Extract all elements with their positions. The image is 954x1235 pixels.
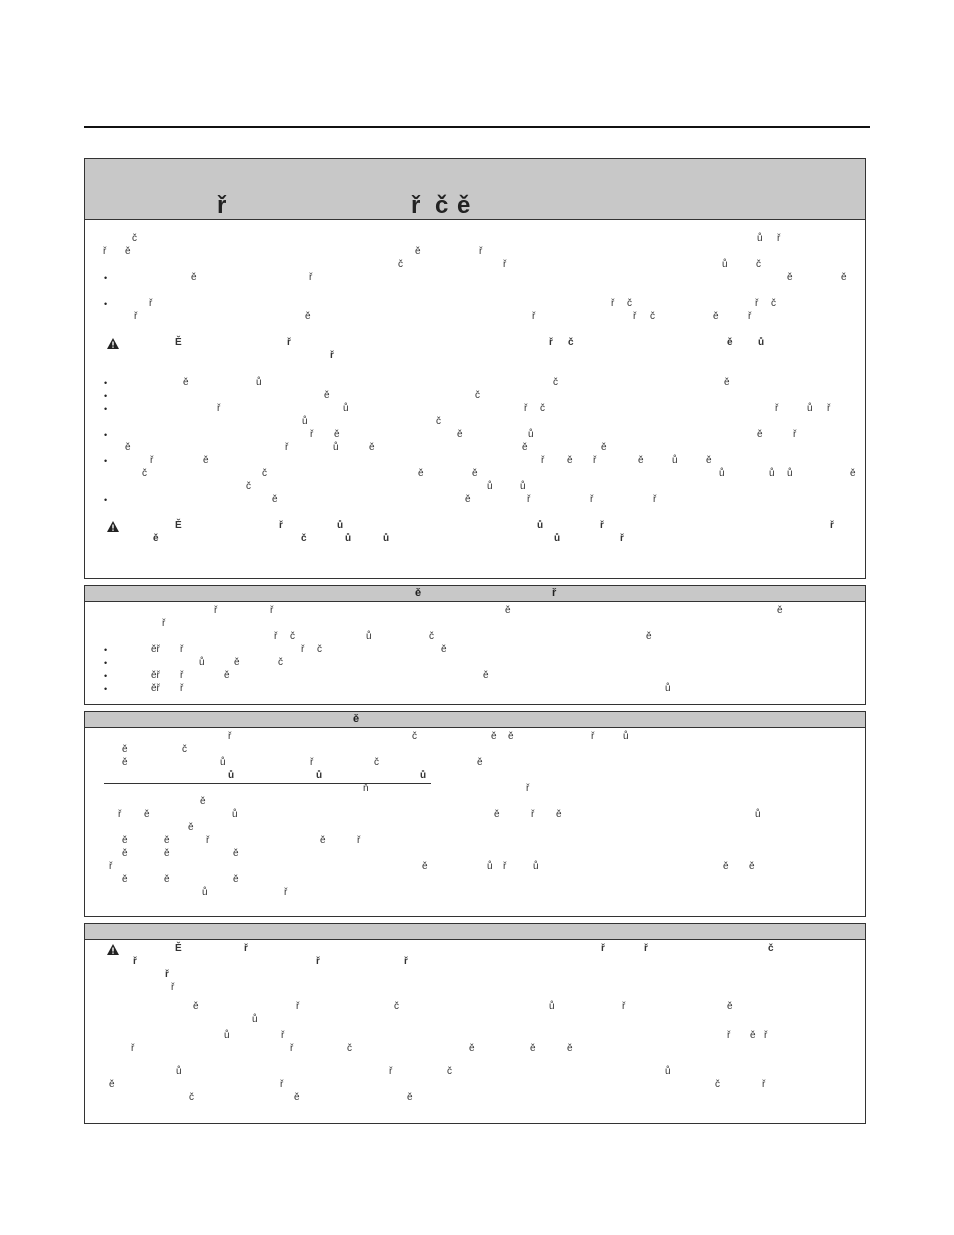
text-glyph: ě [320,835,326,846]
text-glyph: č [447,1066,452,1077]
text-glyph: ě [724,377,730,388]
text-glyph: ě [727,337,733,348]
header-glyph: ř [552,587,557,599]
text-glyph: ů [343,403,349,414]
title-glyph: ř [411,192,421,219]
text-glyph: ř [524,403,528,414]
text-glyph: ů [487,481,493,492]
text-glyph: ř [180,644,184,655]
bullet: • [104,404,108,414]
text-glyph: ř [644,943,648,954]
text-glyph: ě [164,848,170,859]
text-glyph: č [475,390,480,401]
text-glyph: ů [665,1066,671,1077]
text-glyph: č [412,731,417,742]
text-glyph: č [768,943,774,954]
text-glyph: ě [567,455,573,466]
warning-icon [107,944,119,955]
text-glyph: ě [472,468,478,479]
text-glyph: ě [469,1043,475,1054]
text-glyph: ř [118,809,122,820]
text-glyph: ř [270,605,274,616]
text-glyph: ř [149,298,153,309]
text-glyph: ě [713,311,719,322]
text-glyph: ř [285,442,289,453]
text-glyph: ř [762,1079,766,1090]
text-glyph: ě [324,390,330,401]
text-glyph: ě [153,533,159,544]
text-glyph: č [715,1079,720,1090]
text-glyph: ě [787,272,793,283]
text-glyph: ř [793,429,797,440]
header-glyph: ě [415,587,422,599]
text-glyph: ě [491,731,497,742]
text-glyph: ř [316,956,320,967]
text-glyph: ř [503,259,507,270]
text-glyph: ř [600,520,604,531]
top-rule [84,126,870,128]
text-glyph: ů [383,533,390,544]
text-glyph: ř [284,887,288,898]
section-two [84,585,866,705]
text-glyph: ě [483,670,489,681]
text-glyph: č [347,1043,352,1054]
text-glyph: ů [202,887,208,898]
text-glyph: ě [407,1092,413,1103]
text-glyph: ů [420,770,427,781]
text-glyph: ě [601,442,607,453]
text-glyph: ř [531,809,535,820]
text-glyph: ř [180,683,184,694]
text-glyph: č [553,377,558,388]
bullet: • [104,671,108,681]
section-two-header [85,586,865,602]
bullet: • [104,645,108,655]
text-glyph: ů [769,468,775,479]
text-glyph: ě [422,861,428,872]
text-glyph: ě [200,796,206,807]
title-glyph: ě [457,192,471,219]
bullet: • [104,273,108,283]
text-glyph: ě [294,1092,300,1103]
text-glyph: ř [755,298,759,309]
text-glyph: ě [494,809,500,820]
text-glyph: ě [508,731,514,742]
text-glyph: ů [672,455,678,466]
text-glyph: č [132,233,137,244]
text-glyph: ř [280,1079,284,1090]
text-glyph: ř [330,350,334,361]
text-glyph: ě [530,1043,536,1054]
text-glyph: ř [479,246,483,257]
title-glyph: ř [217,192,227,219]
text-glyph: ů [755,809,761,820]
text-glyph: č [317,644,322,655]
text-glyph: ř [622,1001,626,1012]
text-glyph: ě [457,429,463,440]
text-glyph: ř [404,956,408,967]
text-glyph: ř [180,670,184,681]
text-glyph: ů [176,1066,182,1077]
text-glyph: ě [122,874,128,885]
text-glyph: ě [522,442,528,453]
text-glyph: ů [337,520,344,531]
text-glyph: ě [193,1001,199,1012]
section-safety [84,158,866,579]
text-glyph: č [182,744,187,755]
text-glyph: ř [171,982,175,993]
text-glyph: ř [296,1001,300,1012]
text-glyph: ř [133,956,137,967]
text-glyph: ě [122,744,128,755]
text-glyph: ů [256,377,262,388]
text-glyph: ů [807,403,813,414]
text-glyph: ě [415,246,421,257]
text-glyph: ěř [151,670,160,681]
text-glyph: ů [722,259,728,270]
text-glyph: ř [775,403,779,414]
text-glyph: ů [787,468,793,479]
text-glyph: ř [611,298,615,309]
text-glyph: č [374,757,379,768]
text-glyph: ř [389,1066,393,1077]
text-glyph: č [756,259,761,270]
text-glyph: ě [465,494,471,505]
text-glyph: Ě [175,943,182,954]
text-glyph: ě [224,670,230,681]
text-glyph: ř [309,272,313,283]
text-glyph: ř [217,403,221,414]
text-glyph: ř [310,757,314,768]
text-glyph: ě [556,809,562,820]
text-glyph: ě [750,1030,756,1041]
text-glyph: ě [144,809,150,820]
text-glyph: ě [122,757,128,768]
text-glyph: ň [363,783,369,794]
text-glyph: ů [623,731,629,742]
text-glyph: ě [191,272,197,283]
text-glyph: ř [593,455,597,466]
text-glyph: ě [122,848,128,859]
text-glyph: ů [757,233,763,244]
text-glyph: ř [827,403,831,414]
section-safety-header [85,159,865,220]
text-glyph: Ě [175,337,182,348]
text-glyph: ě [125,442,131,453]
section-three [84,711,866,917]
text-glyph: ř [109,861,113,872]
text-glyph: ř [301,644,305,655]
text-glyph: ě [757,429,763,440]
text-glyph: ě [305,311,311,322]
text-glyph: ěř [151,644,160,655]
text-glyph: ě [164,874,170,885]
text-glyph: ěř [151,683,160,694]
text-glyph: č [301,533,307,544]
text-glyph: ř [165,969,169,980]
text-glyph: ě [109,1079,115,1090]
warning-icon [107,521,119,532]
text-glyph: č [394,1001,399,1012]
underline-rule [104,783,431,784]
text-glyph: ě [505,605,511,616]
text-glyph: ř [532,311,536,322]
text-glyph: ř [541,455,545,466]
bullet: • [104,658,108,668]
text-glyph: ů [554,533,561,544]
text-glyph: ř [279,520,283,531]
text-glyph: ů [487,861,493,872]
text-glyph: ů [719,468,725,479]
text-glyph: ů [302,416,308,427]
text-glyph: ě [369,442,375,453]
text-glyph: ů [665,683,671,694]
text-glyph: ě [164,835,170,846]
text-glyph: ů [333,442,339,453]
text-glyph: č [650,311,655,322]
text-glyph: ř [777,233,781,244]
text-glyph: ů [199,657,205,668]
bullet: • [104,299,108,309]
bullet: • [104,391,108,401]
text-glyph: ě [233,874,239,885]
text-glyph: č [540,403,545,414]
text-glyph: č [189,1092,194,1103]
text-glyph: ř [590,494,594,505]
text-glyph: ů [549,1001,555,1012]
text-glyph: ě [203,455,209,466]
text-glyph: ř [357,835,361,846]
section-four [84,923,866,1124]
text-glyph: č [771,298,776,309]
text-glyph: ě [441,644,447,655]
text-glyph: ř [764,1030,768,1041]
text-glyph: ě [183,377,189,388]
text-glyph: ě [646,631,652,642]
text-glyph: ř [601,943,605,954]
text-glyph: ř [281,1030,285,1041]
text-glyph: č [436,416,441,427]
text-glyph: ě [234,657,240,668]
text-glyph: ř [103,246,107,257]
text-glyph: ů [316,770,323,781]
text-glyph: ř [527,494,531,505]
text-glyph: ř [131,1043,135,1054]
text-glyph: ě [727,1001,733,1012]
text-glyph: ě [233,848,239,859]
text-glyph: ř [620,533,624,544]
text-glyph: ů [366,631,372,642]
text-glyph: ř [549,337,553,348]
text-glyph: ř [244,943,248,954]
text-glyph: č [142,468,147,479]
text-glyph: ř [228,731,232,742]
text-glyph: č [290,631,295,642]
text-glyph: ě [334,429,340,440]
title-glyph: č [435,192,449,219]
text-glyph: ů [228,770,235,781]
text-glyph: ě [638,455,644,466]
text-glyph: ř [150,455,154,466]
text-glyph: č [568,337,574,348]
text-glyph: ů [224,1030,230,1041]
bullet: • [104,495,108,505]
text-glyph: ě [723,861,729,872]
text-glyph: ů [220,757,226,768]
text-glyph: ř [134,311,138,322]
text-glyph: ů [537,520,544,531]
text-glyph: ů [758,337,765,348]
text-glyph: ř [727,1030,731,1041]
text-glyph: ř [206,835,210,846]
text-glyph: ř [503,861,507,872]
text-glyph: ř [290,1043,294,1054]
text-glyph: č [262,468,267,479]
text-glyph: ř [287,337,291,348]
text-glyph: ř [830,520,834,531]
text-glyph: ě [122,835,128,846]
text-glyph: ř [310,429,314,440]
text-glyph: ě [125,246,131,257]
text-glyph: ř [653,494,657,505]
bullet: • [104,456,108,466]
text-glyph: ů [520,481,526,492]
text-glyph: ě [850,468,856,479]
text-glyph: ř [274,631,278,642]
text-glyph: ů [345,533,352,544]
bullet: • [104,378,108,388]
text-glyph: ě [706,455,712,466]
bullet: • [104,684,108,694]
text-glyph: ř [633,311,637,322]
text-glyph: ř [748,311,752,322]
text-glyph: ů [533,861,539,872]
text-glyph: č [246,481,251,492]
section-three-header [85,712,865,728]
text-glyph: ů [252,1014,258,1025]
text-glyph: ě [841,272,847,283]
header-glyph: ě [353,713,360,725]
text-glyph: ů [232,809,238,820]
text-glyph: ě [418,468,424,479]
section-four-header [85,924,865,940]
text-glyph: ř [162,618,166,629]
text-glyph: ě [188,822,194,833]
text-glyph: ě [749,861,755,872]
text-glyph: ř [526,783,530,794]
text-glyph: ě [477,757,483,768]
text-glyph: č [278,657,283,668]
bullet: • [104,430,108,440]
text-glyph: č [627,298,632,309]
text-glyph: ů [528,429,534,440]
text-glyph: č [398,259,403,270]
warning-icon [107,338,119,349]
text-glyph: Ě [175,520,182,531]
text-glyph: ě [272,494,278,505]
text-glyph: ě [777,605,783,616]
text-glyph: ř [591,731,595,742]
text-glyph: ě [567,1043,573,1054]
text-glyph: č [429,631,434,642]
text-glyph: ř [214,605,218,616]
